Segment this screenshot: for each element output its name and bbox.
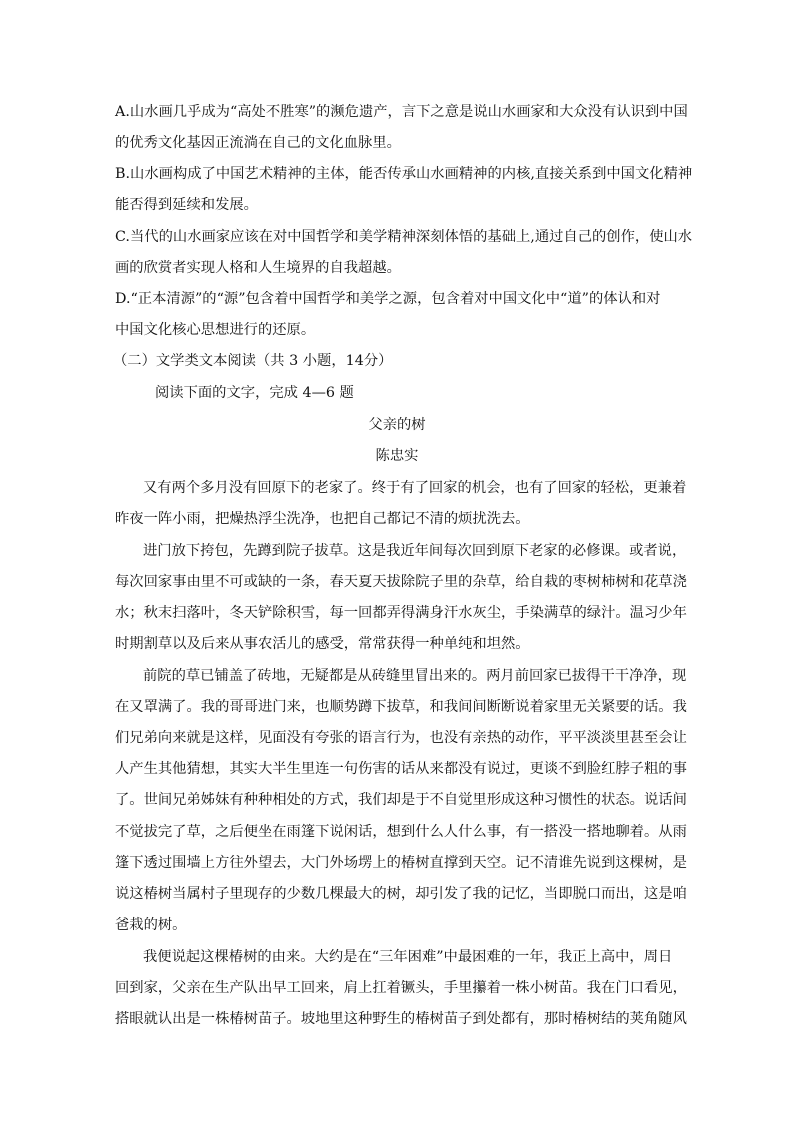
section-heading: （二）文学类文本阅读（共 3 小题，14分） <box>113 353 393 369</box>
story-title: 父亲的树 <box>368 417 426 433</box>
reading-instruction: 阅读下面的文字，完成 4—6 题 <box>155 385 354 401</box>
option-line: 能否得到延续和发展。 <box>115 197 258 213</box>
paragraph-line: 搭眼就认出是一株椿树苗子。坡地里这种野生的椿树苗子到处都有，那时椿树结的荚角随风 <box>115 1011 687 1027</box>
option-line: 画的欣赏者实现人格和人生境界的自我超越。 <box>115 260 401 276</box>
paragraph-line: 昨夜一阵小雨，把燥热浮尘洗净，也把自己都记不清的烦扰洗去。 <box>115 511 530 527</box>
option-line: A.山水画几乎成为“高处不胜寒”的濒危遗产，言下之意是说山水画家和大众没有认识到中国 <box>115 104 688 120</box>
option-line: D.“正本清源”的“源”包含着中国哲学和美学之源，包含着对中国文化中“道”的体认和对 <box>115 291 661 307</box>
paragraph-line: 又有两个多月没有回原下的老家了。终于有了回家的机会，也有了回家的轻松，更兼着 <box>143 480 687 496</box>
paragraph-line: 每次回家事由里不可或缺的一条，春天夏天拔除院子里的杂草，给自栽的枣树柿树和花草浇 <box>115 574 687 590</box>
story-author: 陈忠实 <box>375 448 419 464</box>
paragraph-line: 不觉拔完了草，之后便坐在雨篷下说闲话，想到什么人什么事，有一搭没一搭地聊着。从雨 <box>115 824 687 840</box>
option-line: 中国文化核心思想进行的还原。 <box>115 322 316 338</box>
paragraph-line: 在又罩满了。我的哥哥进门来，也顺势蹲下拔草，和我间间断断说着家里无关紧要的话。我 <box>115 699 687 715</box>
paragraph-line: 我便说起这棵椿树的由来。大约是在“三年困难”中最困难的一年，我正上高中，周日 <box>143 949 673 965</box>
paragraph-line: 们兄弟向来就是这样，见面没有夸张的语言行为，也没有亲热的动作，平平淡淡里甚至会让 <box>115 730 687 746</box>
paragraph-line: 说这椿树当属村子里现存的少数几棵最大的树，却引发了我的记忆，当即脱口而出，这是咱 <box>115 886 687 902</box>
paragraph-line: 前院的草已铺盖了砖地，无疑都是从砖缝里冒出来的。两月前回家已拔得干干净净，现 <box>143 668 687 684</box>
paragraph-line: 时期割草以及后来从事农活儿的感受，常常获得一种单纯和坦然。 <box>115 636 530 652</box>
paragraph-line: 爸栽的树。 <box>115 917 187 933</box>
paragraph-line: 回到家，父亲在生产队出早工回来，肩上扛着镢头，手里攥着一株小树苗。我在门口看见， <box>115 980 687 996</box>
paragraph-line: 了。世间兄弟姊妹有种种相处的方式，我们却是于不自觉里形成这种习惯性的状态。说话间 <box>115 792 687 808</box>
paragraph-line: 水；秋末扫落叶，冬天铲除积雪，每一回都弄得满身汗水灰尘，手染满草的绿汁。温习少年 <box>115 605 687 621</box>
paragraph-line: 进门放下挎包，先蹲到院子拔草。这是我近年间每次回到原下老家的必修课。或者说， <box>143 543 687 559</box>
paragraph-line: 人产生其他猜想，其实大半生里连一句伤害的话从来都没有说过，更谈不到脸红脖子粗的事 <box>115 761 687 777</box>
option-line: C.当代的山水画家应该在对中国哲学和美学精神深刻体悟的基础上,通过自己的创作，使山水 <box>115 229 693 245</box>
option-line: B.山水画构成了中国艺术精神的主体，能否传承山水画精神的内核,直接关系到中国文化精神 <box>115 166 693 182</box>
paragraph-line: 篷下透过围墙上方往外望去，大门外场塄上的椿树直撑到天空。记不清谁先说到这棵树，是 <box>115 855 687 871</box>
option-line: 的优秀文化基因正流淌在自己的文化血脉里。 <box>115 135 401 151</box>
